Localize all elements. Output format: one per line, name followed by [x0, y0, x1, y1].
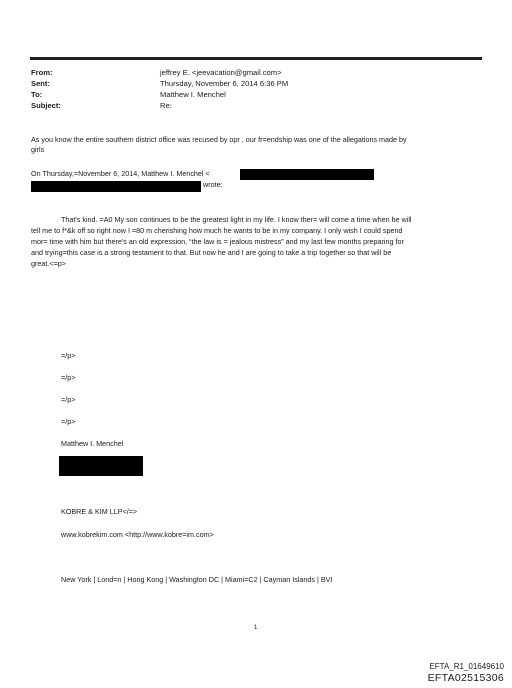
- quoted-line-5: great.<=p>: [31, 259, 66, 268]
- signature-offices: New York | Lond=n | Hong Kong | Washington DC | Miami=C2 | Cayman Islands | BVI: [61, 575, 333, 584]
- from-value: jeffrey E. <jeevacation@gmail.com>: [160, 68, 282, 77]
- to-value: Matthew I. Menchel: [160, 90, 226, 99]
- quoted-line-3: mor= time with him but there's an old expression, “the law is = jealous mistress” and my last few months preparing for: [31, 237, 404, 246]
- redaction-block-signature: [59, 456, 143, 476]
- header-rule: [30, 57, 482, 60]
- quoted-line-1: That's kind. =A0 My son continues to be the greatest light in my life. I know ther= will come a time when he will: [61, 215, 412, 224]
- message-line-1: As you know the entire southern district office was recused by opr , our fr=endship was one of the allegations made by: [31, 135, 407, 144]
- subject-value: Re:: [160, 101, 172, 110]
- to-label: To:: [31, 90, 43, 99]
- from-label: From:: [31, 68, 53, 77]
- quoted-line-2: tell me to f*&k off so right now I =80 m cherishing how much he wants to be in my company. I only wish I could spend: [31, 226, 403, 235]
- stray-tag-4: =/p>: [61, 417, 76, 426]
- page-number: 1: [254, 625, 258, 631]
- doc-id-secondary: EFTA02515306: [427, 672, 504, 684]
- stray-tag-2: =/p>: [61, 373, 76, 382]
- stray-tag-3: =/p>: [61, 395, 76, 404]
- redaction-block-email-2: [31, 181, 201, 192]
- stray-tag-1: =/p>: [61, 351, 76, 360]
- subject-label: Subject:: [31, 101, 61, 110]
- signature-name: Matthew I. Menchel: [61, 439, 124, 448]
- quoted-line-4: and trying=this case is a strong testament to that. But now he and I are going to take a trip together so that will be: [31, 248, 392, 257]
- quote-header-line: On Thursday,=November 6, 2014, Matthew I. Menchel <: [31, 169, 210, 178]
- sent-value: Thursday, November 6, 2014 6:36 PM: [160, 79, 289, 88]
- signature-website: www.kobrekim.com <http://www.kobre=im.com>: [61, 530, 214, 539]
- quote-wrote-label: wrote:: [203, 180, 223, 189]
- signature-firm: KOBRE & KIM LLP</=>: [61, 507, 138, 516]
- message-line-2: girls: [31, 145, 45, 154]
- sent-label: Sent:: [31, 79, 50, 88]
- redaction-block-email: [240, 169, 374, 180]
- doc-id-primary: EFTA_R1_01649610: [429, 662, 504, 671]
